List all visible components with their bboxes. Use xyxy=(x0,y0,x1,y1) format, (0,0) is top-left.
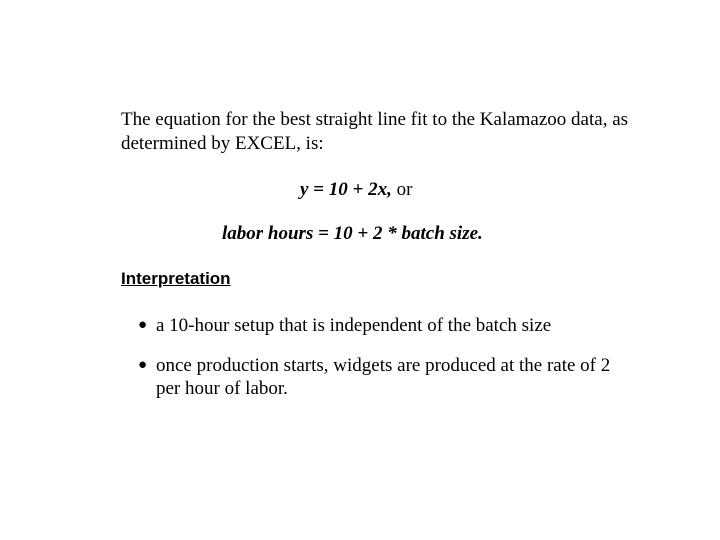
list-item xyxy=(138,354,618,400)
equation-symbolic-tail: or xyxy=(391,179,413,200)
bullet-text: once production starts, widgets are produced at the rate of 2 per hour of labor. xyxy=(156,355,611,399)
bullet-icon: ● xyxy=(138,317,148,333)
intro-text: The equation for the best straight line fit to the Kalamazoo data, as determined by EXCEL, is: xyxy=(121,109,629,154)
equation-words xyxy=(222,222,483,246)
interpretation-list xyxy=(138,314,618,417)
list-item xyxy=(138,314,618,337)
equation-symbolic xyxy=(300,178,412,202)
interpretation-heading: Interpretation xyxy=(121,269,231,288)
bullet-text: a 10-hour setup that is independent of the batch size xyxy=(156,315,552,336)
bullet-icon: ● xyxy=(138,357,148,373)
equation-symbolic-main: y = 10 + 2x, xyxy=(300,179,392,200)
equation-words-main: labor hours = 10 + 2 * batch size. xyxy=(222,223,483,244)
